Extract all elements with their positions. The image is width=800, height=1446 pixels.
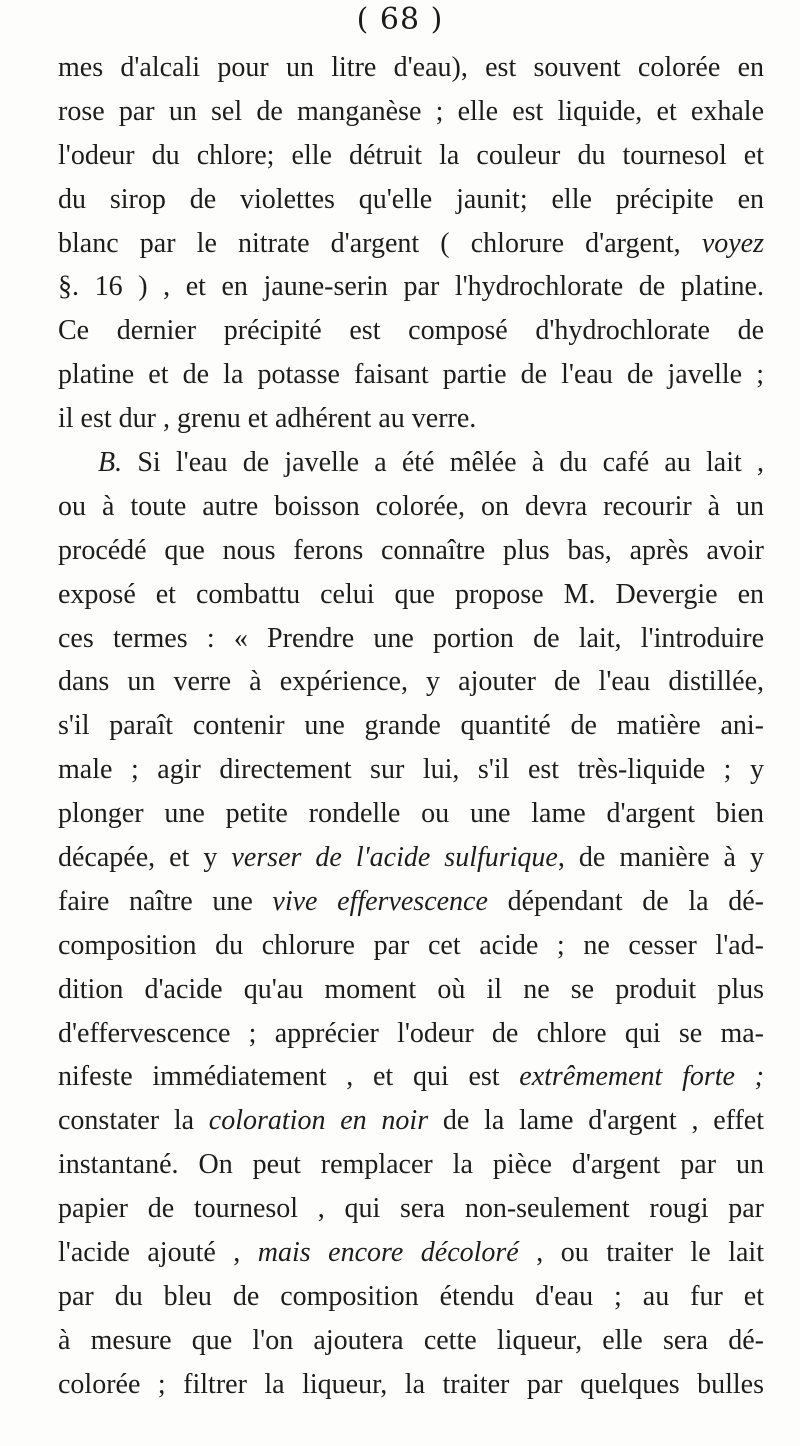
text-line xyxy=(58,90,764,134)
text-line xyxy=(58,1363,764,1407)
text-segment: d'effervescence ; apprécier l'odeur de chlore qui se ma- xyxy=(58,1017,764,1049)
text-segment: procédé que nous ferons connaître plus bas, après avoir xyxy=(58,534,764,566)
text-line xyxy=(58,46,764,90)
text-segment: il est dur , grenu et adhérent au verre. xyxy=(58,403,477,435)
body-text xyxy=(58,46,764,1407)
text-line xyxy=(58,265,764,309)
text-line xyxy=(58,748,764,792)
text-line xyxy=(58,1099,764,1143)
text-segment: , de manière à y xyxy=(557,842,764,874)
text-segment: du sirop de violettes qu'elle jaunit; elle précipite en xyxy=(58,183,764,215)
italic-text-segment: B. xyxy=(98,447,123,479)
italic-text-segment: voyez xyxy=(701,227,764,259)
text-line xyxy=(58,529,764,573)
text-line xyxy=(58,836,764,880)
text-segment: rose par un sel de manganèse ; elle est liquide, et exhale xyxy=(58,95,764,127)
text-line xyxy=(58,1187,764,1231)
text-segment: papier de tournesol , qui sera non-seulement rougi par xyxy=(58,1193,764,1225)
text-line xyxy=(58,792,764,836)
text-line xyxy=(58,1275,764,1319)
text-segment: §. 16 ) , et en jaune-serin par l'hydrochlorate de platine. xyxy=(58,271,764,303)
text-segment: nifeste immédiatement , et qui est xyxy=(58,1061,520,1093)
text-line xyxy=(58,441,764,485)
italic-text-segment: vive effervescence xyxy=(272,885,488,917)
text-segment: composition du chlorure par cet acide ; ne cesser l'ad- xyxy=(58,929,764,961)
text-segment: male ; agir directement sur lui, s'il est très-liquide ; y xyxy=(58,754,764,786)
text-segment: faire naître une xyxy=(58,885,273,917)
text-segment: dition d'acide qu'au moment où il ne se produit plus xyxy=(58,973,764,1005)
text-line xyxy=(58,573,764,617)
text-segment: colorée ; filtrer la liqueur, la traiter par quelques bulles xyxy=(58,1368,764,1400)
text-line xyxy=(58,880,764,924)
text-segment: décapée, et y xyxy=(58,842,232,874)
text-line xyxy=(58,1319,764,1363)
text-segment: Ce dernier précipité est composé d'hydrochlorate de xyxy=(58,315,764,347)
text-segment: s'il paraît contenir une grande quantité de matière ani- xyxy=(58,710,764,742)
text-segment: instantané. On peut remplacer la pièce d'argent par un xyxy=(58,1149,764,1181)
text-line xyxy=(58,309,764,353)
italic-text-segment: mais encore décoloré xyxy=(257,1237,519,1269)
italic-text-segment: extrêmement forte ; xyxy=(519,1061,764,1093)
text-segment: Si l'eau de javelle a été mêlée à du café au lait , xyxy=(122,447,764,479)
text-line xyxy=(58,353,764,397)
text-segment: , ou traiter le lait xyxy=(518,1237,764,1269)
text-line xyxy=(58,1012,764,1056)
text-line xyxy=(58,134,764,178)
text-line xyxy=(58,1143,764,1187)
text-segment: constater la xyxy=(58,1105,209,1137)
text-segment: à mesure que l'on ajoutera cette liqueur, elle sera dé- xyxy=(58,1324,764,1356)
text-line xyxy=(58,924,764,968)
text-segment: blanc par le nitrate d'argent ( chlorure d'argent, xyxy=(58,227,702,259)
text-segment: ou à toute autre boisson colorée, on devra recourir à un xyxy=(58,490,764,522)
text-line xyxy=(58,1055,764,1099)
page-number: ( 68 ) xyxy=(356,2,444,37)
text-line xyxy=(58,397,764,441)
text-segment: l'odeur du chlore; elle détruit la couleur du tournesol et xyxy=(58,139,764,171)
text-line xyxy=(58,968,764,1012)
text-segment: mes d'alcali pour un litre d'eau), est souvent colorée en xyxy=(58,52,764,83)
text-line xyxy=(58,660,764,704)
text-segment: dépendant de la dé- xyxy=(487,885,764,917)
text-segment: par du bleu de composition étendu d'eau ; au fur et xyxy=(58,1280,764,1312)
italic-text-segment: verser de l'acide sulfurique xyxy=(231,842,558,874)
text-segment: de la lame d'argent , effet xyxy=(428,1105,764,1137)
text-segment: l'acide ajouté , xyxy=(58,1237,258,1269)
text-segment: dans un verre à expérience, y ajouter de l'eau distillée, xyxy=(58,666,764,698)
text-line xyxy=(58,485,764,529)
text-line xyxy=(58,222,764,266)
italic-text-segment: coloration en noir xyxy=(208,1105,429,1137)
text-line xyxy=(58,704,764,748)
text-line xyxy=(58,617,764,661)
text-segment: exposé et combattu celui que propose M. Devergie en xyxy=(58,578,764,610)
text-line xyxy=(58,178,764,222)
text-segment: plonger une petite rondelle ou une lame d'argent bien xyxy=(58,798,764,830)
text-segment: platine et de la potasse faisant partie de l'eau de javelle ; xyxy=(58,359,764,391)
text-segment: ces termes : « Prendre une portion de lait, l'introduire xyxy=(58,622,764,654)
text-line xyxy=(58,1231,764,1275)
